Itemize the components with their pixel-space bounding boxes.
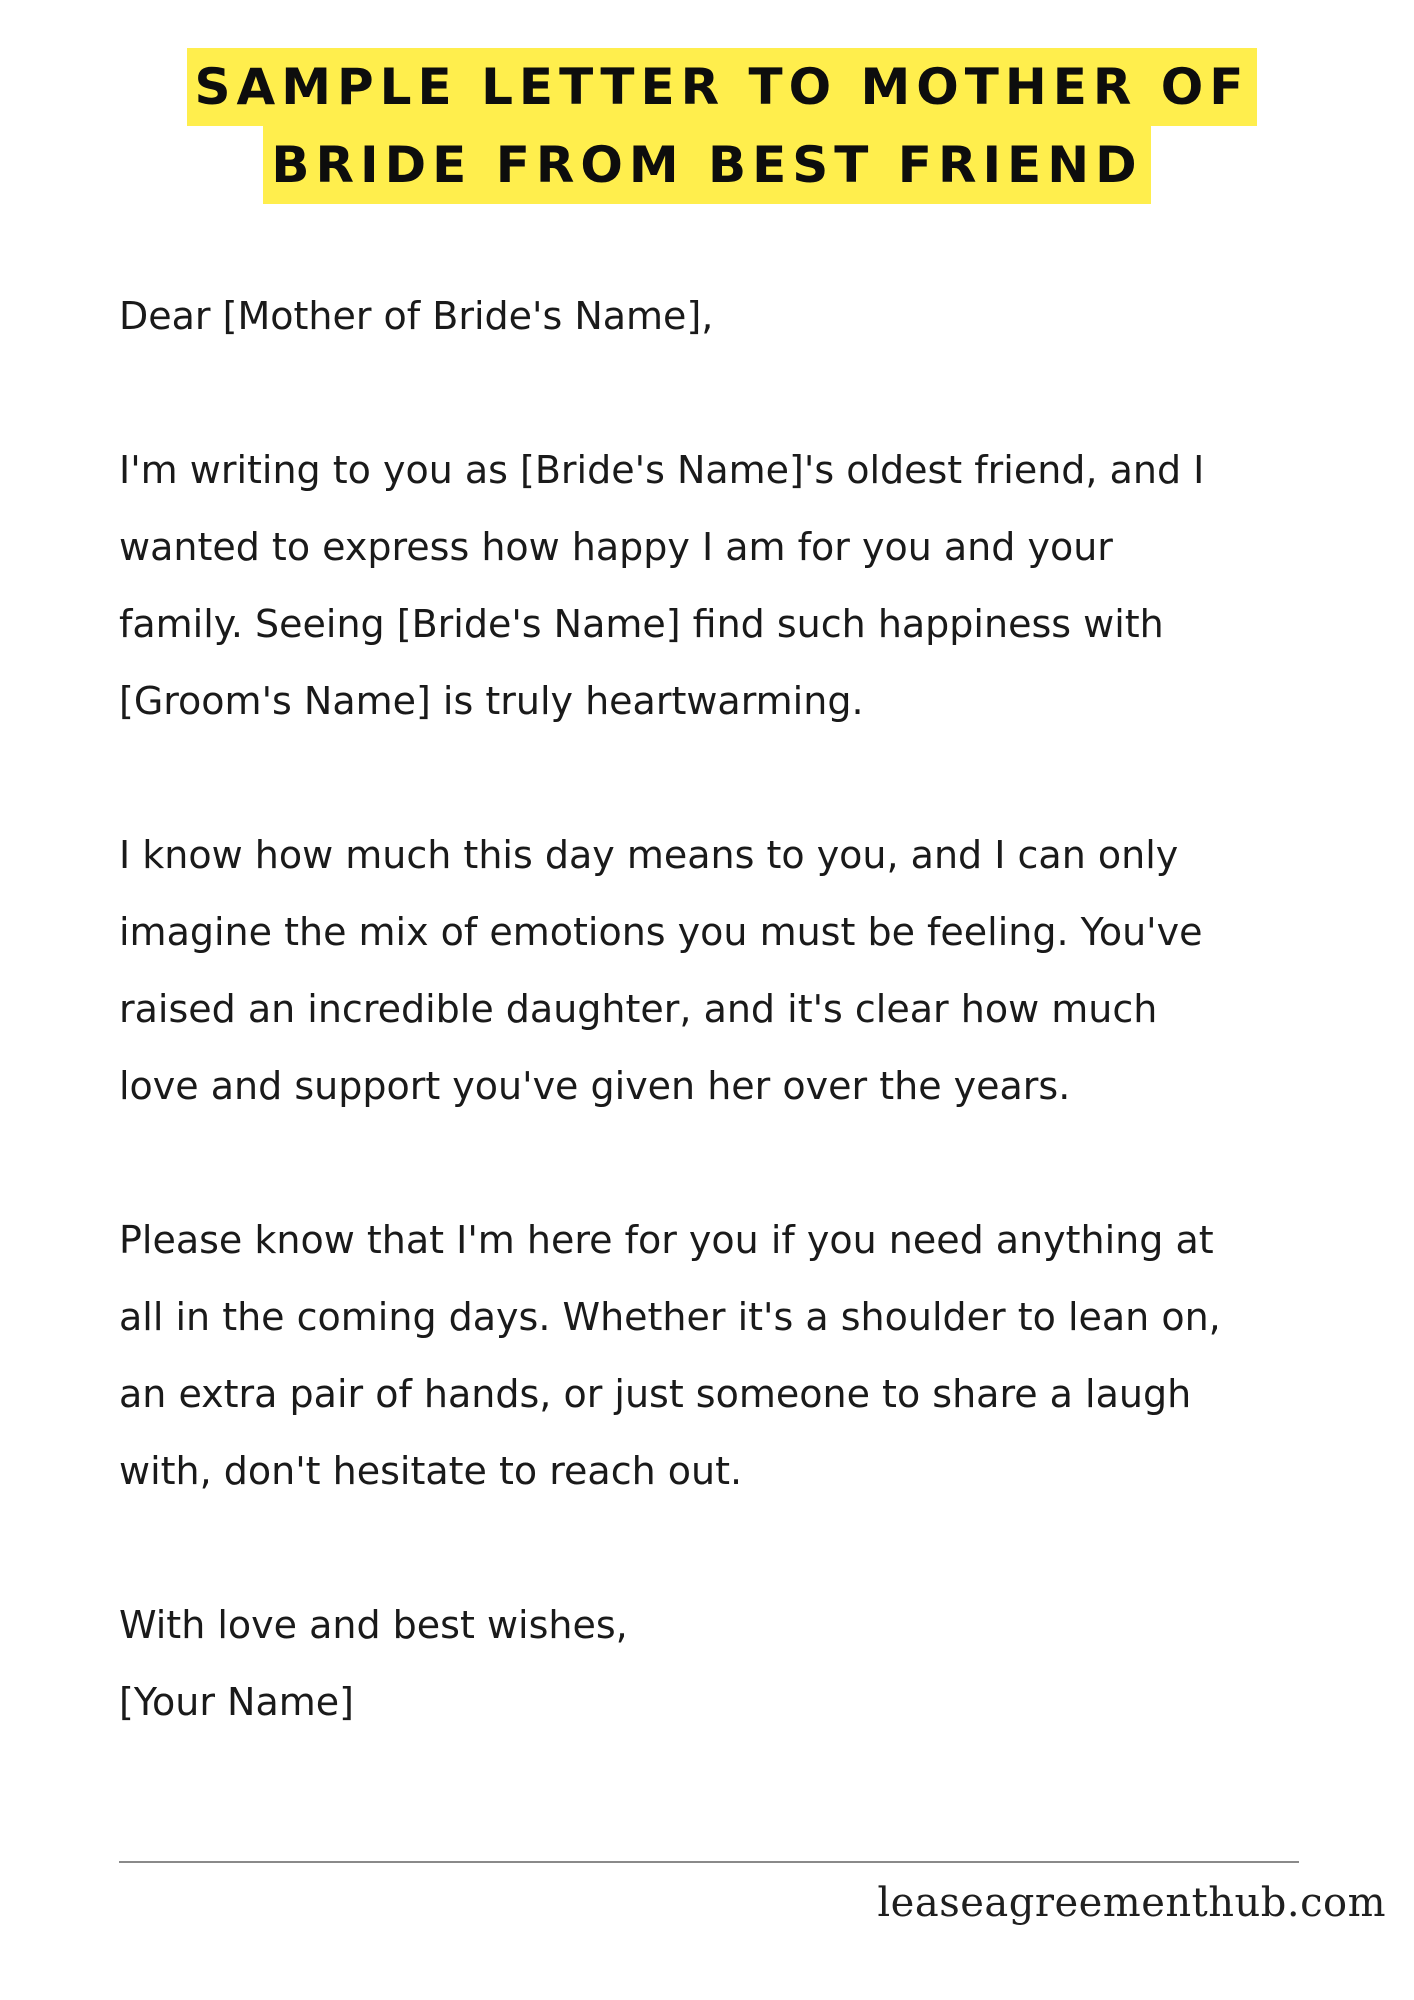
title-line-1: SAMPLE LETTER TO MOTHER OF [187, 48, 1258, 126]
paragraph-line: I'm writing to you as [Bride's Name]'s oldest friend, and I [119, 448, 1205, 492]
spacer [119, 740, 1349, 817]
title-line-2: BRIDE FROM BEST FRIEND [263, 126, 1150, 204]
paragraph-3 [119, 1202, 1349, 1510]
closing: With love and best wishes, [119, 1603, 628, 1647]
paragraph-line: with, don't hesitate to reach out. [119, 1449, 743, 1493]
paragraph-line: family. Seeing [Bride's Name] find such happiness with [119, 602, 1164, 646]
page-title [0, 48, 1414, 204]
spacer [119, 355, 1349, 432]
paragraph-line: wanted to express how happy I am for you and your [119, 525, 1113, 569]
salutation: Dear [Mother of Bride's Name], [119, 294, 714, 338]
paragraph-line: an extra pair of hands, or just someone to share a laugh [119, 1372, 1192, 1416]
paragraph-line: I know how much this day means to you, and I can only [119, 833, 1179, 877]
paragraph-line: Please know that I'm here for you if you need anything at [119, 1218, 1214, 1262]
paragraph-line: [Groom's Name] is truly heartwarming. [119, 679, 864, 723]
paragraph-1 [119, 432, 1349, 740]
spacer [119, 1125, 1349, 1202]
paragraph-2 [119, 817, 1349, 1125]
paragraph-line: love and support you've given her over the years. [119, 1064, 1071, 1108]
paragraph-line: imagine the mix of emotions you must be feeling. You've [119, 910, 1203, 954]
signature: [Your Name] [119, 1680, 354, 1724]
letter-body [119, 278, 1349, 1741]
footer-divider [119, 1861, 1299, 1863]
spacer [119, 1510, 1349, 1587]
footer-domain: leaseagreementhub.com [877, 1880, 1386, 1926]
paragraph-line: all in the coming days. Whether it's a shoulder to lean on, [119, 1295, 1221, 1339]
paragraph-line: raised an incredible daughter, and it's clear how much [119, 987, 1158, 1031]
